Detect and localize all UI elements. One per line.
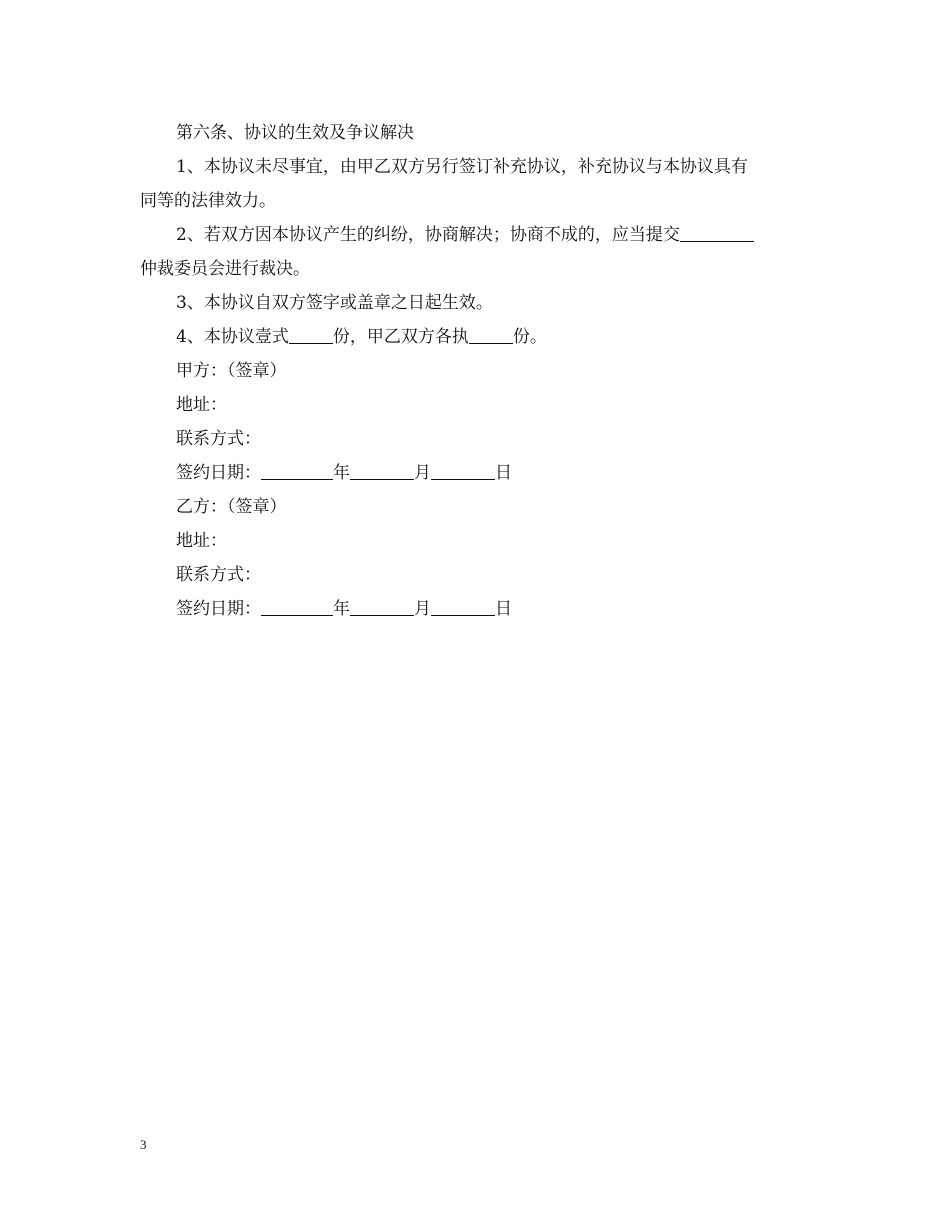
party-a-signing-date bbox=[140, 456, 812, 490]
clause-2-line-2: 仲裁委员会进行裁决。 bbox=[140, 259, 310, 279]
party-a-month-blank bbox=[350, 462, 414, 480]
party-a-month-label: 月 bbox=[414, 463, 431, 483]
copies-each-blank bbox=[469, 326, 513, 344]
party-a-contact: 联系方式： bbox=[176, 429, 261, 449]
party-a-year-blank bbox=[261, 462, 333, 480]
party-b-year-label: 年 bbox=[333, 599, 350, 619]
section-heading: 第六条、协议的生效及争议解决 bbox=[176, 123, 414, 143]
copies-total-blank bbox=[289, 326, 333, 344]
clause-3: 3、本协议自双方签字或盖章之日起生效。 bbox=[176, 293, 493, 313]
party-b-date-label: 签约日期： bbox=[176, 599, 261, 619]
document-body bbox=[140, 116, 812, 626]
party-b-label: 乙方：（签章） bbox=[176, 497, 287, 517]
party-b-day-label: 日 bbox=[495, 599, 512, 619]
party-b-month-label: 月 bbox=[414, 599, 431, 619]
clause-4-part-1: 4、本协议壹式 bbox=[176, 327, 289, 347]
clause-1-line-2: 同等的法律效力。 bbox=[140, 191, 276, 211]
party-a-date-label: 签约日期： bbox=[176, 463, 261, 483]
party-b-address: 地址： bbox=[176, 531, 227, 551]
arbitration-blank bbox=[680, 224, 754, 242]
party-b-signing-date bbox=[140, 592, 812, 626]
page-number: 3 bbox=[140, 1137, 147, 1152]
party-b-month-blank bbox=[350, 598, 414, 616]
clause-4 bbox=[140, 320, 812, 354]
party-b-contact: 联系方式： bbox=[176, 565, 261, 585]
clause-4-part-3: 份。 bbox=[512, 327, 547, 347]
party-a-label: 甲方：（签章） bbox=[176, 361, 287, 381]
clause-2-text: 2、若双方因本协议产生的纠纷，协商解决；协商不成的，应当提交 bbox=[176, 225, 680, 245]
party-a-year-label: 年 bbox=[333, 463, 350, 483]
clause-2-line-1 bbox=[140, 218, 812, 252]
clause-1-line-1: 1、本协议未尽事宜，由甲乙双方另行签订补充协议，补充协议与本协议具有 bbox=[176, 157, 748, 177]
party-a-day-blank bbox=[431, 462, 495, 480]
clause-4-part-2: 份，甲乙双方各执 bbox=[332, 327, 469, 347]
party-b-day-blank bbox=[431, 598, 495, 616]
party-a-day-label: 日 bbox=[495, 463, 512, 483]
party-a-address: 地址： bbox=[176, 395, 227, 415]
party-b-year-blank bbox=[261, 598, 333, 616]
